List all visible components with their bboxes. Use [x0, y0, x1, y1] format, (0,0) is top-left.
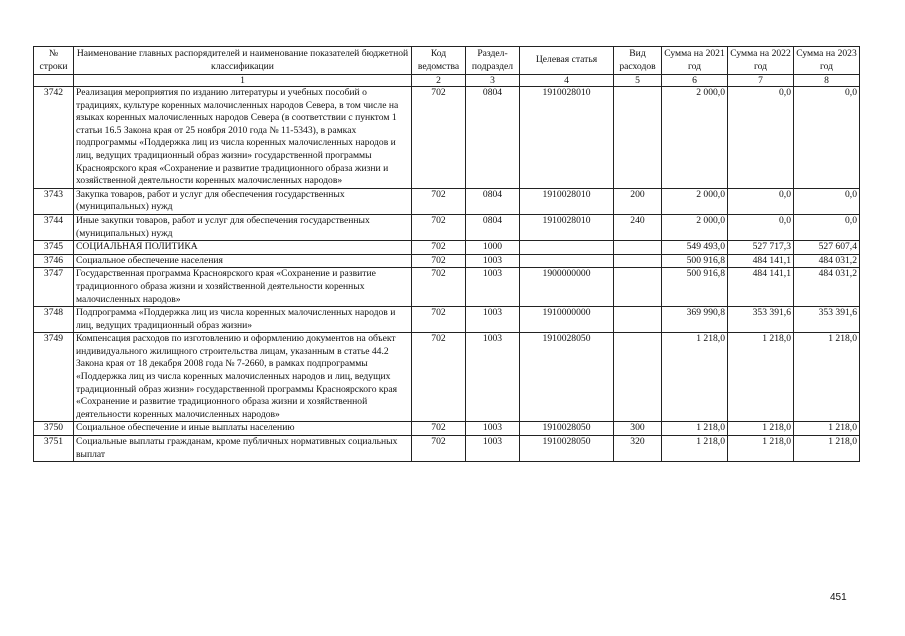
sum-2021: 1 218,0 — [662, 422, 728, 436]
header-row-number: № строки — [34, 47, 74, 75]
target-article — [520, 254, 614, 268]
row-name: Реализация мероприятия по изданию литературы и учебных пособий о традициях, культуре коренных малочисленных народов Севера, в том числе на языках коренных малочисленных народов Севера (в соответствии с пунктом 1 статьи 16.5 Закона края от 25 ноября 2010 года № 11-5343), в рамках подпрограммы «Поддержка лиц из числа коренных малочисленных народов и лиц, ведущих традиционный образ жизни» государственной программы Красноярского края «Сохранение и развитие традиционного образа жизни и хозяйственной деятельности коренных малочисленных народов» — [74, 87, 412, 189]
sum-2021: 2 000,0 — [662, 214, 728, 240]
sum-2023: 353 391,6 — [794, 307, 860, 333]
sum-2021: 549 493,0 — [662, 241, 728, 255]
sum-2023: 484 031,2 — [794, 254, 860, 268]
column-number: 3 — [466, 75, 520, 87]
sum-2023: 0,0 — [794, 188, 860, 214]
header-sum-2023: Сумма на 2023 год — [794, 47, 860, 75]
row-number: 3747 — [34, 268, 74, 307]
row-name: Подпрограмма «Поддержка лиц из числа коренных малочисленных народов и лиц, ведущих традиционный образ жизни» — [74, 307, 412, 333]
row-number: 3742 — [34, 87, 74, 189]
section-code: 1000 — [466, 241, 520, 255]
sum-2021: 500 916,8 — [662, 268, 728, 307]
expense-type: 240 — [614, 214, 662, 240]
sum-2022: 484 141,1 — [728, 268, 794, 307]
column-number: 8 — [794, 75, 860, 87]
row-name: Компенсация расходов по изготовлению и оформлению документов на объект индивидуального жилищного строительства лицам, указанным в статье 44.2 Закона края от 18 декабря 2008 года № 7-2660, в рамках подпрограммы «Поддержка лиц из числа коренных малочисленных народов и лиц, ведущих традиционный образ жизни» государственной программы Красноярского края «Сохранение и развитие традиционного образа жизни и хозяйственной деятельности коренных малочисленных народов» — [74, 333, 412, 422]
column-number — [34, 75, 74, 87]
section-code: 1003 — [466, 436, 520, 462]
table-row — [34, 307, 860, 333]
section-code: 0804 — [466, 214, 520, 240]
sum-2023: 0,0 — [794, 87, 860, 189]
table-row — [34, 87, 860, 189]
expense-type: 200 — [614, 188, 662, 214]
sum-2021: 1 218,0 — [662, 436, 728, 462]
table-row — [34, 436, 860, 462]
page-number: 451 — [830, 592, 847, 603]
target-article: 1910028010 — [520, 188, 614, 214]
sum-2023: 1 218,0 — [794, 333, 860, 422]
sum-2022: 1 218,0 — [728, 422, 794, 436]
sum-2023: 1 218,0 — [794, 436, 860, 462]
header-sum-2021: Сумма на 2021 год — [662, 47, 728, 75]
section-code: 1003 — [466, 422, 520, 436]
row-name: Социальное обеспечение и иные выплаты населению — [74, 422, 412, 436]
department-code: 702 — [412, 333, 466, 422]
row-number: 3749 — [34, 333, 74, 422]
table-row — [34, 333, 860, 422]
row-number: 3751 — [34, 436, 74, 462]
column-number: 2 — [412, 75, 466, 87]
row-name: Государственная программа Красноярского края «Сохранение и развитие традиционного образа жизни и хозяйственной деятельности коренных малочисленных народов» — [74, 268, 412, 307]
table-row — [34, 254, 860, 268]
sum-2022: 1 218,0 — [728, 436, 794, 462]
target-article: 1900000000 — [520, 268, 614, 307]
section-code: 1003 — [466, 254, 520, 268]
sum-2022: 484 141,1 — [728, 254, 794, 268]
table-row — [34, 422, 860, 436]
header-target-article: Целевая статья — [520, 47, 614, 75]
row-number: 3746 — [34, 254, 74, 268]
column-number: 5 — [614, 75, 662, 87]
sum-2023: 527 607,4 — [794, 241, 860, 255]
section-code: 0804 — [466, 188, 520, 214]
header-name: Наименование главных распорядителей и наименование показателей бюджетной классификации — [74, 47, 412, 75]
table-row — [34, 241, 860, 255]
department-code: 702 — [412, 87, 466, 189]
sum-2021: 369 990,8 — [662, 307, 728, 333]
header-department-code: Код ведомства — [412, 47, 466, 75]
target-article: 1910000000 — [520, 307, 614, 333]
row-number: 3750 — [34, 422, 74, 436]
expense-type — [614, 254, 662, 268]
header-expense-type: Вид расходов — [614, 47, 662, 75]
row-number: 3748 — [34, 307, 74, 333]
sum-2023: 1 218,0 — [794, 422, 860, 436]
department-code: 702 — [412, 436, 466, 462]
department-code: 702 — [412, 241, 466, 255]
table-row — [34, 268, 860, 307]
section-code: 1003 — [466, 307, 520, 333]
target-article: 1910028050 — [520, 333, 614, 422]
department-code: 702 — [412, 422, 466, 436]
sum-2022: 0,0 — [728, 87, 794, 189]
expense-type — [614, 241, 662, 255]
target-article: 1910028050 — [520, 436, 614, 462]
target-article: 1910028010 — [520, 214, 614, 240]
row-name: СОЦИАЛЬНАЯ ПОЛИТИКА — [74, 241, 412, 255]
header-sum-2022: Сумма на 2022 год — [728, 47, 794, 75]
table-row — [34, 188, 860, 214]
column-number: 7 — [728, 75, 794, 87]
section-code: 1003 — [466, 268, 520, 307]
row-number: 3743 — [34, 188, 74, 214]
row-name: Социальное обеспечение населения — [74, 254, 412, 268]
row-number: 3744 — [34, 214, 74, 240]
sum-2021: 500 916,8 — [662, 254, 728, 268]
column-number: 6 — [662, 75, 728, 87]
sum-2021: 2 000,0 — [662, 87, 728, 189]
row-name: Закупка товаров, работ и услуг для обеспечения государственных (муниципальных) нужд — [74, 188, 412, 214]
row-number: 3745 — [34, 241, 74, 255]
department-code: 702 — [412, 254, 466, 268]
header-row — [34, 47, 860, 75]
row-name: Иные закупки товаров, работ и услуг для обеспечения государственных (муниципальных) нужд — [74, 214, 412, 240]
column-number: 1 — [74, 75, 412, 87]
expense-type: 300 — [614, 422, 662, 436]
expense-type: 320 — [614, 436, 662, 462]
table-row — [34, 214, 860, 240]
sum-2022: 0,0 — [728, 188, 794, 214]
target-article: 1910028010 — [520, 87, 614, 189]
department-code: 702 — [412, 188, 466, 214]
sum-2023: 0,0 — [794, 214, 860, 240]
expense-type — [614, 87, 662, 189]
row-name: Социальные выплаты гражданам, кроме публичных нормативных социальных выплат — [74, 436, 412, 462]
sum-2022: 353 391,6 — [728, 307, 794, 333]
column-number-row — [34, 75, 860, 87]
expense-type — [614, 268, 662, 307]
department-code: 702 — [412, 307, 466, 333]
expense-type — [614, 333, 662, 422]
sum-2022: 0,0 — [728, 214, 794, 240]
sum-2022: 1 218,0 — [728, 333, 794, 422]
expense-type — [614, 307, 662, 333]
column-number: 4 — [520, 75, 614, 87]
sum-2021: 2 000,0 — [662, 188, 728, 214]
sum-2021: 1 218,0 — [662, 333, 728, 422]
sum-2022: 527 717,3 — [728, 241, 794, 255]
budget-table — [33, 46, 860, 462]
sum-2023: 484 031,2 — [794, 268, 860, 307]
section-code: 1003 — [466, 333, 520, 422]
section-code: 0804 — [466, 87, 520, 189]
department-code: 702 — [412, 268, 466, 307]
target-article: 1910028050 — [520, 422, 614, 436]
target-article — [520, 241, 614, 255]
header-section: Раздел-подраздел — [466, 47, 520, 75]
department-code: 702 — [412, 214, 466, 240]
